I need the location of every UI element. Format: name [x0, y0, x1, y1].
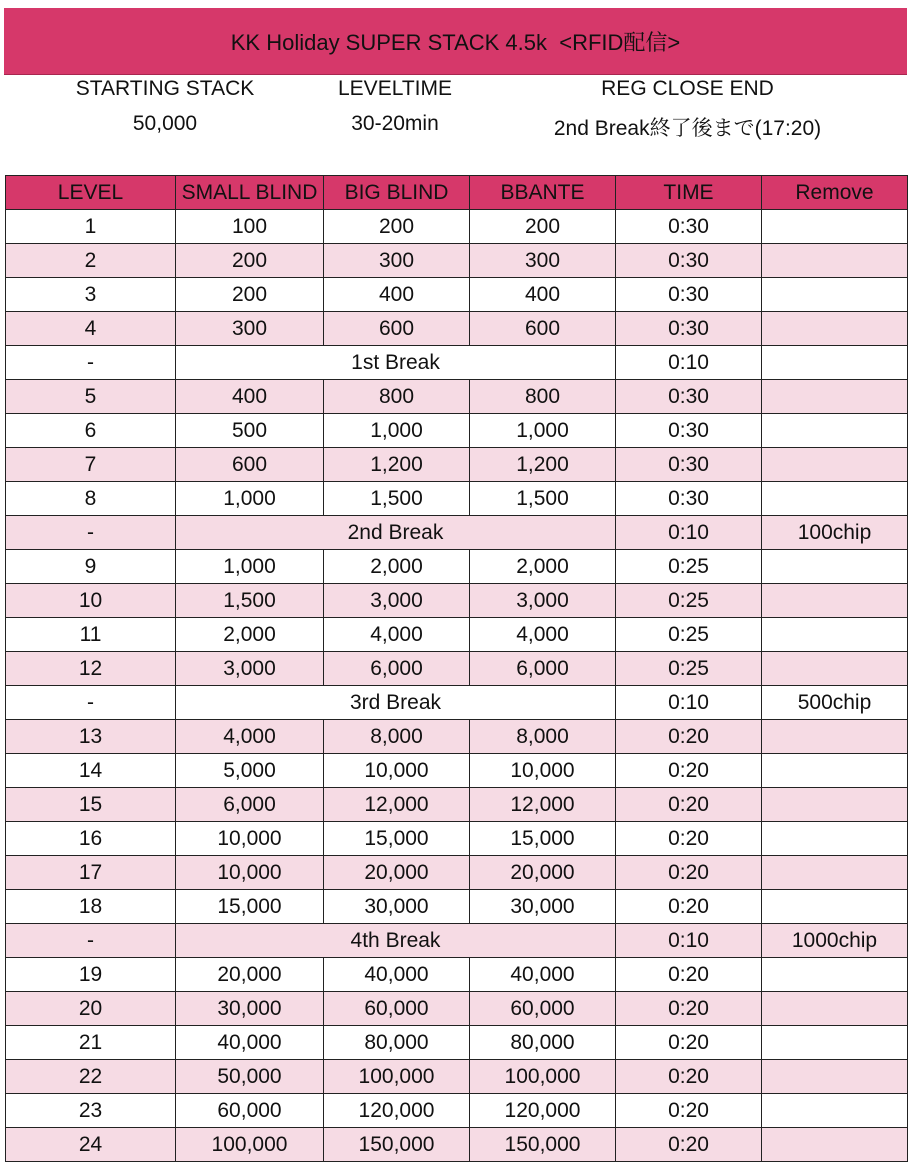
header-remove: Remove — [762, 176, 908, 210]
bbante-cell: 4,000 — [470, 618, 616, 652]
remove-cell — [762, 618, 908, 652]
small-blind-cell: 4,000 — [176, 720, 324, 754]
bbante-cell: 400 — [470, 278, 616, 312]
level-cell: 1 — [6, 210, 176, 244]
time-cell: 0:30 — [616, 244, 762, 278]
remove-cell — [762, 482, 908, 516]
time-cell: 0:20 — [616, 1094, 762, 1128]
bbante-cell: 30,000 — [470, 890, 616, 924]
level-row — [6, 822, 908, 856]
remove-cell: 100chip — [762, 516, 908, 550]
level-row — [6, 448, 908, 482]
small-blind-cell: 2,000 — [176, 618, 324, 652]
starting-stack-label: STARTING STACK — [75, 77, 255, 100]
remove-cell — [762, 244, 908, 278]
small-blind-cell: 40,000 — [176, 1026, 324, 1060]
time-cell: 0:20 — [616, 1026, 762, 1060]
blind-structure-table — [5, 175, 908, 1162]
remove-cell — [762, 720, 908, 754]
bbante-cell: 150,000 — [470, 1128, 616, 1162]
time-cell: 0:30 — [616, 210, 762, 244]
level-row — [6, 210, 908, 244]
header-bbante: BBANTE — [470, 176, 616, 210]
remove-cell: 1000chip — [762, 924, 908, 958]
leveltime-label: LEVELTIME — [338, 77, 452, 100]
remove-cell — [762, 856, 908, 890]
small-blind-cell: 6,000 — [176, 788, 324, 822]
bbante-cell: 100,000 — [470, 1060, 616, 1094]
level-row — [6, 1094, 908, 1128]
remove-cell — [762, 1094, 908, 1128]
table-header-row — [6, 176, 908, 210]
time-cell: 0:30 — [616, 448, 762, 482]
big-blind-cell: 6,000 — [324, 652, 470, 686]
level-row — [6, 278, 908, 312]
level-cell: 9 — [6, 550, 176, 584]
small-blind-cell: 300 — [176, 312, 324, 346]
level-row — [6, 312, 908, 346]
small-blind-cell: 20,000 — [176, 958, 324, 992]
bbante-cell: 200 — [470, 210, 616, 244]
level-cell: 22 — [6, 1060, 176, 1094]
time-cell: 0:20 — [616, 1128, 762, 1162]
time-cell: 0:20 — [616, 890, 762, 924]
bbante-cell: 10,000 — [470, 754, 616, 788]
starting-stack-value: 50,000 — [132, 112, 198, 135]
level-row — [6, 856, 908, 890]
level-cell: 7 — [6, 448, 176, 482]
level-row — [6, 380, 908, 414]
title-banner — [4, 8, 907, 75]
break-row — [6, 924, 908, 958]
break-row — [6, 346, 908, 380]
bbante-cell: 6,000 — [470, 652, 616, 686]
time-cell: 0:25 — [616, 550, 762, 584]
big-blind-cell: 10,000 — [324, 754, 470, 788]
level-cell: 4 — [6, 312, 176, 346]
level-row — [6, 890, 908, 924]
header-big-blind: BIG BLIND — [324, 176, 470, 210]
level-cell: 10 — [6, 584, 176, 618]
remove-cell — [762, 448, 908, 482]
big-blind-cell: 80,000 — [324, 1026, 470, 1060]
time-cell: 0:20 — [616, 992, 762, 1026]
remove-cell — [762, 210, 908, 244]
big-blind-cell: 15,000 — [324, 822, 470, 856]
small-blind-cell: 600 — [176, 448, 324, 482]
time-cell: 0:20 — [616, 856, 762, 890]
big-blind-cell: 4,000 — [324, 618, 470, 652]
big-blind-cell: 150,000 — [324, 1128, 470, 1162]
big-blind-cell: 12,000 — [324, 788, 470, 822]
break-label-cell: 2nd Break — [176, 516, 616, 550]
small-blind-cell: 30,000 — [176, 992, 324, 1026]
remove-cell — [762, 414, 908, 448]
remove-cell: 500chip — [762, 686, 908, 720]
level-row — [6, 958, 908, 992]
level-cell: 17 — [6, 856, 176, 890]
remove-cell — [762, 1060, 908, 1094]
big-blind-cell: 20,000 — [324, 856, 470, 890]
remove-cell — [762, 754, 908, 788]
bbante-cell: 600 — [470, 312, 616, 346]
time-cell: 0:25 — [616, 584, 762, 618]
remove-cell — [762, 652, 908, 686]
small-blind-cell: 1,000 — [176, 550, 324, 584]
break-row — [6, 516, 908, 550]
time-cell: 0:30 — [616, 482, 762, 516]
level-cell: 8 — [6, 482, 176, 516]
remove-cell — [762, 584, 908, 618]
level-cell: 12 — [6, 652, 176, 686]
time-cell: 0:10 — [616, 516, 762, 550]
time-cell: 0:20 — [616, 1060, 762, 1094]
small-blind-cell: 10,000 — [176, 822, 324, 856]
time-cell: 0:20 — [616, 720, 762, 754]
bbante-cell: 15,000 — [470, 822, 616, 856]
time-cell: 0:10 — [616, 924, 762, 958]
bbante-cell: 120,000 — [470, 1094, 616, 1128]
level-cell: 6 — [6, 414, 176, 448]
small-blind-cell: 60,000 — [176, 1094, 324, 1128]
level-cell: 21 — [6, 1026, 176, 1060]
header-level: LEVEL — [6, 176, 176, 210]
bbante-cell: 8,000 — [470, 720, 616, 754]
remove-cell — [762, 1026, 908, 1060]
level-cell: 18 — [6, 890, 176, 924]
level-cell: 20 — [6, 992, 176, 1026]
level-row — [6, 720, 908, 754]
small-blind-cell: 200 — [176, 278, 324, 312]
remove-cell — [762, 890, 908, 924]
remove-cell — [762, 1128, 908, 1162]
remove-cell — [762, 550, 908, 584]
remove-cell — [762, 992, 908, 1026]
small-blind-cell: 15,000 — [176, 890, 324, 924]
small-blind-cell: 1,500 — [176, 584, 324, 618]
level-row — [6, 584, 908, 618]
big-blind-cell: 1,500 — [324, 482, 470, 516]
level-row — [6, 618, 908, 652]
remove-cell — [762, 822, 908, 856]
remove-cell — [762, 346, 908, 380]
time-cell: 0:25 — [616, 618, 762, 652]
bbante-cell: 80,000 — [470, 1026, 616, 1060]
break-row — [6, 686, 908, 720]
level-row — [6, 788, 908, 822]
small-blind-cell: 5,000 — [176, 754, 324, 788]
level-cell: 3 — [6, 278, 176, 312]
big-blind-cell: 3,000 — [324, 584, 470, 618]
big-blind-cell: 600 — [324, 312, 470, 346]
level-row — [6, 1026, 908, 1060]
bbante-cell: 60,000 — [470, 992, 616, 1026]
big-blind-cell: 400 — [324, 278, 470, 312]
level-cell: 23 — [6, 1094, 176, 1128]
small-blind-cell: 50,000 — [176, 1060, 324, 1094]
level-cell: - — [6, 686, 176, 720]
reg-close-label: REG CLOSE END — [601, 77, 774, 100]
level-cell: 16 — [6, 822, 176, 856]
bbante-cell: 1,500 — [470, 482, 616, 516]
small-blind-cell: 1,000 — [176, 482, 324, 516]
time-cell: 0:20 — [616, 958, 762, 992]
big-blind-cell: 1,200 — [324, 448, 470, 482]
time-cell: 0:25 — [616, 652, 762, 686]
level-cell: 5 — [6, 380, 176, 414]
level-row — [6, 244, 908, 278]
level-row — [6, 652, 908, 686]
time-cell: 0:20 — [616, 822, 762, 856]
level-row — [6, 414, 908, 448]
big-blind-cell: 300 — [324, 244, 470, 278]
level-row — [6, 550, 908, 584]
level-row — [6, 992, 908, 1026]
level-row — [6, 1060, 908, 1094]
level-cell: - — [6, 516, 176, 550]
break-label-cell: 3rd Break — [176, 686, 616, 720]
small-blind-cell: 200 — [176, 244, 324, 278]
bbante-cell: 3,000 — [470, 584, 616, 618]
time-cell: 0:30 — [616, 312, 762, 346]
small-blind-cell: 3,000 — [176, 652, 324, 686]
page-title: KK Holiday SUPER STACK 4.5k <RFID配信> — [230, 29, 681, 55]
level-cell: - — [6, 924, 176, 958]
level-cell: 11 — [6, 618, 176, 652]
bbante-cell: 1,200 — [470, 448, 616, 482]
remove-cell — [762, 958, 908, 992]
reg-close-value: 2nd Break終了後まで(17:20) — [553, 117, 822, 140]
time-cell: 0:30 — [616, 278, 762, 312]
small-blind-cell: 400 — [176, 380, 324, 414]
bbante-cell: 1,000 — [470, 414, 616, 448]
time-cell: 0:10 — [616, 346, 762, 380]
big-blind-cell: 30,000 — [324, 890, 470, 924]
break-label-cell: 4th Break — [176, 924, 616, 958]
level-cell: 15 — [6, 788, 176, 822]
big-blind-cell: 800 — [324, 380, 470, 414]
bbante-cell: 12,000 — [470, 788, 616, 822]
big-blind-cell: 8,000 — [324, 720, 470, 754]
header-small-blind: SMALL BLIND — [176, 176, 324, 210]
big-blind-cell: 40,000 — [324, 958, 470, 992]
bbante-cell: 20,000 — [470, 856, 616, 890]
leveltime-value: 30-20min — [351, 112, 439, 135]
bbante-cell: 2,000 — [470, 550, 616, 584]
big-blind-cell: 1,000 — [324, 414, 470, 448]
level-cell: 2 — [6, 244, 176, 278]
remove-cell — [762, 788, 908, 822]
small-blind-cell: 500 — [176, 414, 324, 448]
small-blind-cell: 10,000 — [176, 856, 324, 890]
time-cell: 0:20 — [616, 788, 762, 822]
time-cell: 0:10 — [616, 686, 762, 720]
bbante-cell: 800 — [470, 380, 616, 414]
time-cell: 0:30 — [616, 380, 762, 414]
level-row — [6, 1128, 908, 1162]
time-cell: 0:30 — [616, 414, 762, 448]
level-cell: - — [6, 346, 176, 380]
time-cell: 0:20 — [616, 754, 762, 788]
remove-cell — [762, 380, 908, 414]
bbante-cell: 300 — [470, 244, 616, 278]
level-cell: 13 — [6, 720, 176, 754]
level-row — [6, 482, 908, 516]
big-blind-cell: 2,000 — [324, 550, 470, 584]
level-cell: 19 — [6, 958, 176, 992]
small-blind-cell: 100,000 — [176, 1128, 324, 1162]
header-time: TIME — [616, 176, 762, 210]
level-cell: 14 — [6, 754, 176, 788]
small-blind-cell: 100 — [176, 210, 324, 244]
level-cell: 24 — [6, 1128, 176, 1162]
level-row — [6, 754, 908, 788]
remove-cell — [762, 278, 908, 312]
big-blind-cell: 60,000 — [324, 992, 470, 1026]
break-label-cell: 1st Break — [176, 346, 616, 380]
big-blind-cell: 120,000 — [324, 1094, 470, 1128]
bbante-cell: 40,000 — [470, 958, 616, 992]
big-blind-cell: 100,000 — [324, 1060, 470, 1094]
remove-cell — [762, 312, 908, 346]
big-blind-cell: 200 — [324, 210, 470, 244]
